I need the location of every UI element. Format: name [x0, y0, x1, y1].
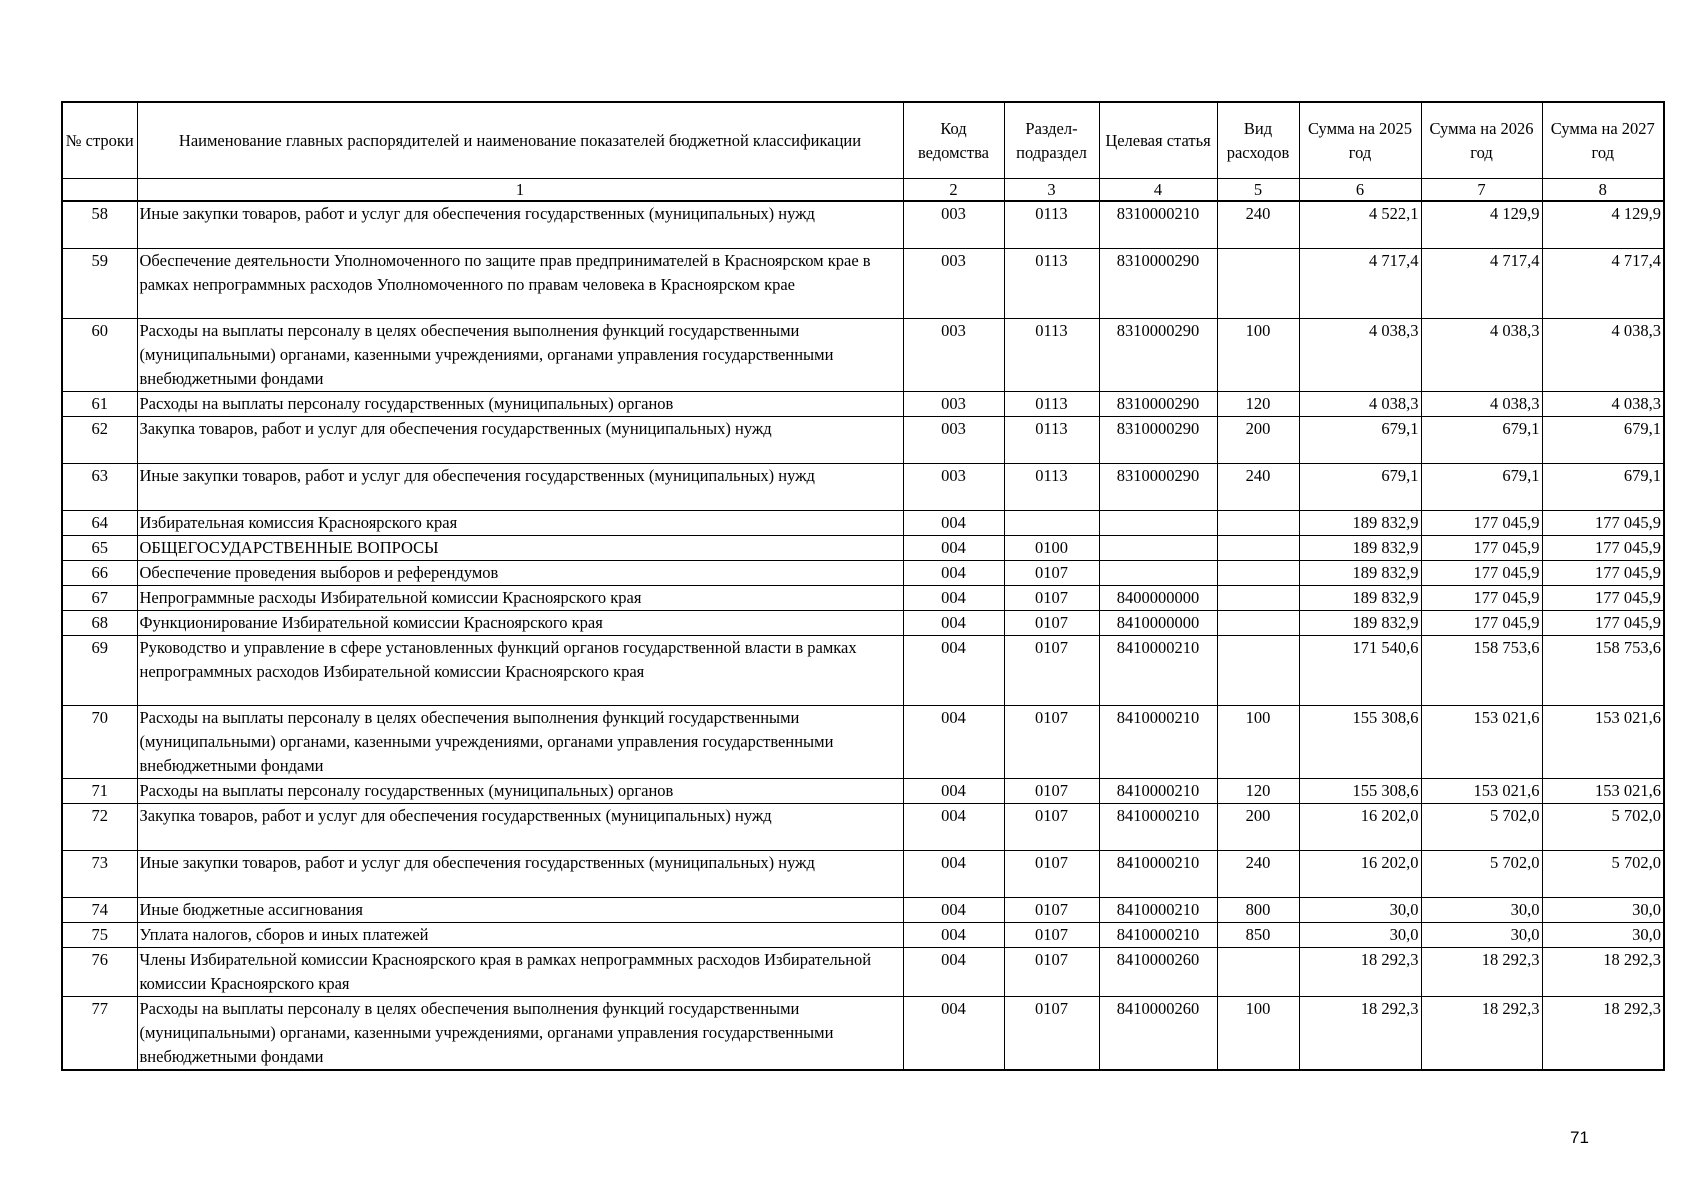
cell-sum-2025: 189 832,9 [1299, 610, 1421, 635]
table-row [62, 635, 1664, 705]
cell-dept-code: 003 [903, 463, 1004, 510]
cell-row-number: 58 [62, 201, 137, 248]
cell-sum-2026: 30,0 [1421, 922, 1542, 947]
table-row [62, 535, 1664, 560]
cell-sum-2026: 4 717,4 [1421, 248, 1542, 318]
cell-target-article: 8410000000 [1099, 610, 1217, 635]
cell-target-article: 8400000000 [1099, 585, 1217, 610]
cell-name: Непрограммные расходы Избирательной комиссии Красноярского края [137, 585, 903, 610]
cell-sum-2027: 30,0 [1542, 922, 1664, 947]
cell-row-number: 76 [62, 947, 137, 996]
cell-dept-code: 004 [903, 635, 1004, 705]
cell-sum-2025: 16 202,0 [1299, 803, 1421, 850]
cell-row-number: 68 [62, 610, 137, 635]
cell-expense-type: 800 [1217, 897, 1299, 922]
cell-section: 0113 [1004, 416, 1099, 463]
cell-sum-2025: 679,1 [1299, 416, 1421, 463]
cell-sum-2027: 5 702,0 [1542, 850, 1664, 897]
cell-expense-type [1217, 560, 1299, 585]
cell-expense-type [1217, 610, 1299, 635]
table-row [62, 560, 1664, 585]
cell-target-article: 8310000290 [1099, 391, 1217, 416]
cell-dept-code: 004 [903, 897, 1004, 922]
header-name: Наименование главных распорядителей и наименование показателей бюджетной классификации [137, 102, 903, 179]
cell-target-article: 8410000210 [1099, 705, 1217, 778]
cell-dept-code: 004 [903, 803, 1004, 850]
cell-sum-2027: 177 045,9 [1542, 510, 1664, 535]
cell-sum-2027: 18 292,3 [1542, 996, 1664, 1070]
cell-section: 0107 [1004, 560, 1099, 585]
cell-sum-2027: 153 021,6 [1542, 778, 1664, 803]
column-index: 5 [1217, 179, 1299, 202]
cell-dept-code: 004 [903, 947, 1004, 996]
cell-sum-2025: 4 038,3 [1299, 318, 1421, 391]
cell-dept-code: 003 [903, 248, 1004, 318]
column-index: 4 [1099, 179, 1217, 202]
column-index: 1 [137, 179, 903, 202]
cell-section: 0100 [1004, 535, 1099, 560]
cell-name: Руководство и управление в сфере установленных функций органов государственной власти в рамках непрограммных расходов Избирательной комиссии Красноярского края [137, 635, 903, 705]
table-row [62, 585, 1664, 610]
cell-row-number: 71 [62, 778, 137, 803]
cell-expense-type: 100 [1217, 318, 1299, 391]
cell-sum-2026: 4 038,3 [1421, 318, 1542, 391]
cell-sum-2027: 153 021,6 [1542, 705, 1664, 778]
cell-dept-code: 003 [903, 416, 1004, 463]
cell-sum-2027: 5 702,0 [1542, 803, 1664, 850]
cell-target-article: 8410000260 [1099, 996, 1217, 1070]
cell-dept-code: 004 [903, 705, 1004, 778]
cell-sum-2027: 30,0 [1542, 897, 1664, 922]
cell-name: Уплата налогов, сборов и иных платежей [137, 922, 903, 947]
header-dept-code: Код ведомства [903, 102, 1004, 179]
cell-row-number: 69 [62, 635, 137, 705]
cell-row-number: 60 [62, 318, 137, 391]
cell-sum-2025: 18 292,3 [1299, 996, 1421, 1070]
cell-sum-2026: 18 292,3 [1421, 947, 1542, 996]
table-row [62, 947, 1664, 996]
cell-expense-type [1217, 635, 1299, 705]
cell-expense-type: 100 [1217, 996, 1299, 1070]
cell-target-article: 8410000210 [1099, 922, 1217, 947]
column-index [62, 179, 137, 202]
cell-dept-code: 004 [903, 996, 1004, 1070]
cell-expense-type: 120 [1217, 778, 1299, 803]
cell-sum-2025: 189 832,9 [1299, 560, 1421, 585]
cell-target-article: 8310000290 [1099, 248, 1217, 318]
table-row [62, 897, 1664, 922]
cell-name: Иные бюджетные ассигнования [137, 897, 903, 922]
cell-name: Члены Избирательной комиссии Красноярского края в рамках непрограммных расходов Избирательной комиссии Красноярского края [137, 947, 903, 996]
table-row [62, 996, 1664, 1070]
cell-target-article [1099, 535, 1217, 560]
cell-target-article: 8310000290 [1099, 318, 1217, 391]
cell-section: 0107 [1004, 705, 1099, 778]
column-index: 3 [1004, 179, 1099, 202]
cell-name: Обеспечение деятельности Уполномоченного по защите прав предпринимателей в Красноярском крае в рамках непрограммных расходов Уполномоченного по правам человека в Красноярском крае [137, 248, 903, 318]
cell-row-number: 64 [62, 510, 137, 535]
table-row [62, 463, 1664, 510]
table-row [62, 318, 1664, 391]
cell-sum-2026: 177 045,9 [1421, 610, 1542, 635]
cell-sum-2027: 158 753,6 [1542, 635, 1664, 705]
budget-table [61, 101, 1665, 1071]
cell-sum-2027: 177 045,9 [1542, 535, 1664, 560]
cell-sum-2025: 30,0 [1299, 897, 1421, 922]
table-row [62, 850, 1664, 897]
cell-sum-2026: 177 045,9 [1421, 560, 1542, 585]
header-sum-2027: Сумма на 2027 год [1542, 102, 1664, 179]
page-number: 71 [1570, 1128, 1589, 1147]
cell-sum-2025: 4 038,3 [1299, 391, 1421, 416]
cell-row-number: 73 [62, 850, 137, 897]
cell-sum-2026: 4 038,3 [1421, 391, 1542, 416]
cell-expense-type: 850 [1217, 922, 1299, 947]
cell-name: Функционирование Избирательной комиссии Красноярского края [137, 610, 903, 635]
header-row [62, 102, 1664, 179]
cell-sum-2026: 30,0 [1421, 897, 1542, 922]
cell-dept-code: 004 [903, 560, 1004, 585]
cell-dept-code: 004 [903, 922, 1004, 947]
cell-row-number: 62 [62, 416, 137, 463]
cell-row-number: 72 [62, 803, 137, 850]
cell-dept-code: 004 [903, 610, 1004, 635]
column-index-row [62, 179, 1664, 202]
cell-target-article: 8410000210 [1099, 803, 1217, 850]
cell-sum-2025: 155 308,6 [1299, 705, 1421, 778]
table-row [62, 803, 1664, 850]
table-row [62, 610, 1664, 635]
cell-dept-code: 003 [903, 201, 1004, 248]
cell-sum-2025: 189 832,9 [1299, 510, 1421, 535]
cell-dept-code: 004 [903, 778, 1004, 803]
cell-sum-2026: 158 753,6 [1421, 635, 1542, 705]
cell-expense-type [1217, 248, 1299, 318]
cell-section: 0113 [1004, 463, 1099, 510]
cell-sum-2027: 4 038,3 [1542, 391, 1664, 416]
cell-dept-code: 004 [903, 585, 1004, 610]
cell-sum-2025: 171 540,6 [1299, 635, 1421, 705]
cell-target-article: 8410000210 [1099, 778, 1217, 803]
cell-target-article: 8310000210 [1099, 201, 1217, 248]
cell-expense-type: 240 [1217, 850, 1299, 897]
cell-target-article: 8410000210 [1099, 897, 1217, 922]
cell-sum-2027: 679,1 [1542, 463, 1664, 510]
cell-target-article: 8410000210 [1099, 635, 1217, 705]
cell-section: 0107 [1004, 947, 1099, 996]
cell-sum-2025: 30,0 [1299, 922, 1421, 947]
table-row [62, 391, 1664, 416]
cell-row-number: 77 [62, 996, 137, 1070]
cell-expense-type: 120 [1217, 391, 1299, 416]
column-index: 6 [1299, 179, 1421, 202]
cell-sum-2025: 189 832,9 [1299, 585, 1421, 610]
cell-expense-type [1217, 947, 1299, 996]
cell-target-article [1099, 510, 1217, 535]
cell-expense-type [1217, 535, 1299, 560]
cell-row-number: 66 [62, 560, 137, 585]
cell-name: Иные закупки товаров, работ и услуг для обеспечения государственных (муниципальных) нужд [137, 201, 903, 248]
cell-dept-code: 004 [903, 510, 1004, 535]
header-sum-2025: Сумма на 2025 год [1299, 102, 1421, 179]
cell-expense-type: 240 [1217, 463, 1299, 510]
cell-name: Расходы на выплаты персоналу государственных (муниципальных) органов [137, 778, 903, 803]
cell-name: Закупка товаров, работ и услуг для обеспечения государственных (муниципальных) нужд [137, 803, 903, 850]
cell-section: 0107 [1004, 922, 1099, 947]
cell-name: Расходы на выплаты персоналу в целях обеспечения выполнения функций государственными (муниципальными) органами, казенными учреждениями, органами управления государственными внебюджетными фондами [137, 318, 903, 391]
cell-dept-code: 003 [903, 391, 1004, 416]
cell-section: 0107 [1004, 585, 1099, 610]
cell-sum-2026: 5 702,0 [1421, 850, 1542, 897]
cell-section: 0107 [1004, 803, 1099, 850]
cell-name: Иные закупки товаров, работ и услуг для обеспечения государственных (муниципальных) нужд [137, 850, 903, 897]
cell-sum-2026: 177 045,9 [1421, 510, 1542, 535]
cell-sum-2027: 177 045,9 [1542, 585, 1664, 610]
cell-row-number: 75 [62, 922, 137, 947]
cell-expense-type: 200 [1217, 803, 1299, 850]
cell-target-article: 8310000290 [1099, 416, 1217, 463]
cell-sum-2027: 177 045,9 [1542, 560, 1664, 585]
cell-sum-2025: 4 717,4 [1299, 248, 1421, 318]
cell-dept-code: 004 [903, 535, 1004, 560]
cell-sum-2027: 18 292,3 [1542, 947, 1664, 996]
header-row-number: № строки [62, 102, 137, 179]
table-row [62, 778, 1664, 803]
table-row [62, 705, 1664, 778]
column-index: 2 [903, 179, 1004, 202]
table-row [62, 510, 1664, 535]
table-row [62, 922, 1664, 947]
cell-expense-type: 240 [1217, 201, 1299, 248]
cell-sum-2025: 679,1 [1299, 463, 1421, 510]
header-target-article: Целевая статья [1099, 102, 1217, 179]
cell-sum-2026: 679,1 [1421, 416, 1542, 463]
cell-sum-2027: 4 038,3 [1542, 318, 1664, 391]
cell-name: Обеспечение проведения выборов и референдумов [137, 560, 903, 585]
column-index: 8 [1542, 179, 1664, 202]
cell-name: Закупка товаров, работ и услуг для обеспечения государственных (муниципальных) нужд [137, 416, 903, 463]
cell-sum-2027: 4 129,9 [1542, 201, 1664, 248]
cell-sum-2025: 16 202,0 [1299, 850, 1421, 897]
cell-name: Расходы на выплаты персоналу государственных (муниципальных) органов [137, 391, 903, 416]
cell-sum-2026: 5 702,0 [1421, 803, 1542, 850]
table-row [62, 248, 1664, 318]
cell-target-article [1099, 560, 1217, 585]
cell-expense-type: 100 [1217, 705, 1299, 778]
cell-row-number: 70 [62, 705, 137, 778]
cell-row-number: 61 [62, 391, 137, 416]
cell-target-article: 8410000260 [1099, 947, 1217, 996]
cell-sum-2026: 153 021,6 [1421, 705, 1542, 778]
table-body [62, 201, 1664, 1070]
cell-section: 0107 [1004, 778, 1099, 803]
cell-section: 0113 [1004, 318, 1099, 391]
cell-sum-2027: 679,1 [1542, 416, 1664, 463]
table-row [62, 201, 1664, 248]
cell-sum-2027: 177 045,9 [1542, 610, 1664, 635]
cell-section [1004, 510, 1099, 535]
cell-name: ОБЩЕГОСУДАРСТВЕННЫЕ ВОПРОСЫ [137, 535, 903, 560]
cell-section: 0113 [1004, 391, 1099, 416]
cell-dept-code: 003 [903, 318, 1004, 391]
cell-expense-type [1217, 510, 1299, 535]
cell-expense-type [1217, 585, 1299, 610]
cell-section: 0107 [1004, 635, 1099, 705]
cell-name: Расходы на выплаты персоналу в целях обеспечения выполнения функций государственными (муниципальными) органами, казенными учреждениями, органами управления государственными внебюджетными фондами [137, 996, 903, 1070]
cell-sum-2025: 4 522,1 [1299, 201, 1421, 248]
cell-row-number: 59 [62, 248, 137, 318]
cell-name: Иные закупки товаров, работ и услуг для обеспечения государственных (муниципальных) нужд [137, 463, 903, 510]
cell-dept-code: 004 [903, 850, 1004, 897]
header-section: Раздел-подраздел [1004, 102, 1099, 179]
cell-sum-2026: 679,1 [1421, 463, 1542, 510]
table-row [62, 416, 1664, 463]
cell-sum-2025: 155 308,6 [1299, 778, 1421, 803]
cell-section: 0107 [1004, 897, 1099, 922]
cell-sum-2025: 18 292,3 [1299, 947, 1421, 996]
cell-section: 0113 [1004, 248, 1099, 318]
cell-sum-2026: 177 045,9 [1421, 535, 1542, 560]
cell-target-article: 8410000210 [1099, 850, 1217, 897]
cell-target-article: 8310000290 [1099, 463, 1217, 510]
cell-name: Расходы на выплаты персоналу в целях обеспечения выполнения функций государственными (муниципальными) органами, казенными учреждениями, органами управления государственными внебюджетными фондами [137, 705, 903, 778]
cell-sum-2026: 4 129,9 [1421, 201, 1542, 248]
cell-name: Избирательная комиссия Красноярского края [137, 510, 903, 535]
cell-row-number: 63 [62, 463, 137, 510]
cell-row-number: 67 [62, 585, 137, 610]
cell-sum-2026: 153 021,6 [1421, 778, 1542, 803]
cell-row-number: 65 [62, 535, 137, 560]
header-expense-type: Вид расходов [1217, 102, 1299, 179]
cell-sum-2026: 18 292,3 [1421, 996, 1542, 1070]
cell-section: 0113 [1004, 201, 1099, 248]
column-index: 7 [1421, 179, 1542, 202]
header-sum-2026: Сумма на 2026 год [1421, 102, 1542, 179]
cell-sum-2027: 4 717,4 [1542, 248, 1664, 318]
cell-expense-type: 200 [1217, 416, 1299, 463]
cell-section: 0107 [1004, 850, 1099, 897]
cell-section: 0107 [1004, 610, 1099, 635]
cell-sum-2026: 177 045,9 [1421, 585, 1542, 610]
cell-section: 0107 [1004, 996, 1099, 1070]
cell-row-number: 74 [62, 897, 137, 922]
cell-sum-2025: 189 832,9 [1299, 535, 1421, 560]
